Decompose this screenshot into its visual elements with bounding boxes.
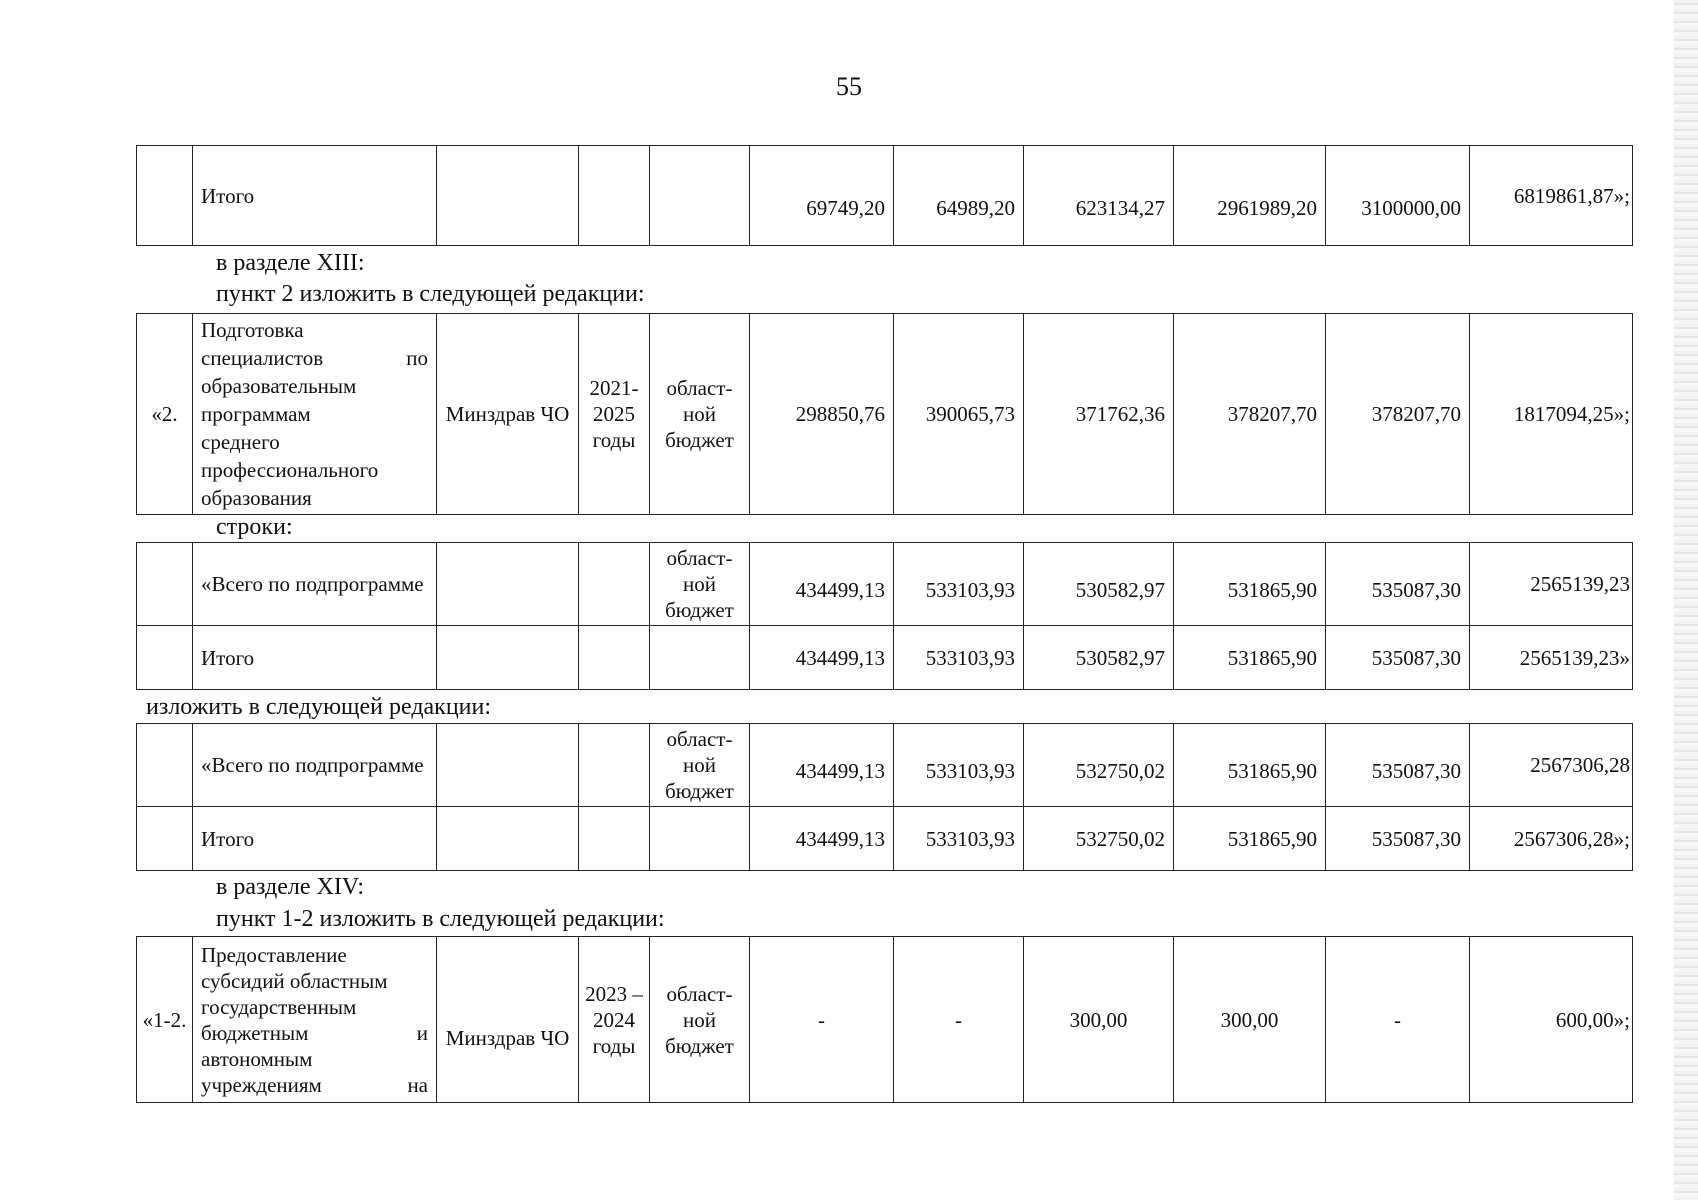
cell-total: 1817094,25»; bbox=[1470, 314, 1633, 515]
cell-executor bbox=[437, 626, 579, 690]
cell-executor bbox=[437, 807, 579, 871]
note-point-2: пункт 2 изложить в следующей редакции: bbox=[216, 281, 645, 307]
cell-value: 530582,97 bbox=[1024, 543, 1174, 626]
table-row bbox=[137, 314, 1633, 515]
cell-value: 533103,93 bbox=[894, 626, 1024, 690]
name-line: автономным bbox=[201, 1046, 313, 1071]
cell-name bbox=[193, 314, 437, 515]
cell-period bbox=[579, 146, 650, 246]
cell-value: 531865,90 bbox=[1174, 724, 1326, 807]
cell-source: област-ной бюджет bbox=[650, 937, 750, 1103]
cell-executor: Минздрав ЧО bbox=[437, 937, 579, 1103]
table-row bbox=[137, 937, 1633, 1103]
cell-total: 600,00»; bbox=[1470, 937, 1633, 1103]
name-line: профессионального bbox=[201, 458, 379, 482]
cell-value: 434499,13 bbox=[750, 724, 894, 807]
table-itogo-top bbox=[136, 145, 1633, 246]
cell-value: 533103,93 bbox=[894, 543, 1024, 626]
cell-number bbox=[137, 626, 193, 690]
table-row bbox=[137, 807, 1633, 871]
name-line: образовательным bbox=[201, 374, 357, 398]
cell-value: 531865,90 bbox=[1174, 807, 1326, 871]
cell-period bbox=[579, 626, 650, 690]
cell-value: 298850,76 bbox=[750, 314, 894, 515]
name-line: программам bbox=[201, 402, 311, 426]
cell-value: 535087,30 bbox=[1326, 543, 1470, 626]
table-point-2 bbox=[136, 313, 1633, 515]
cell-value: 533103,93 bbox=[894, 807, 1024, 871]
cell-total: 2567306,28»; bbox=[1470, 807, 1633, 871]
name-line: учреждениям на bbox=[201, 1072, 428, 1097]
cell-value: 300,00 bbox=[1174, 937, 1326, 1103]
cell-total: 6819861,87»; bbox=[1470, 146, 1633, 246]
cell-label: Итого bbox=[193, 626, 437, 690]
cell-value: 371762,36 bbox=[1024, 314, 1174, 515]
cell-source: област-ной бюджет bbox=[650, 314, 750, 515]
cell-period: 2021-2025 годы bbox=[579, 314, 650, 515]
note-replace: изложить в следующей редакции: bbox=[146, 694, 492, 720]
cell-period: 2023 – 2024 годы bbox=[579, 937, 650, 1103]
name-line: Предоставление bbox=[201, 942, 347, 967]
cell-source bbox=[650, 807, 750, 871]
table-row bbox=[137, 724, 1633, 807]
cell-number bbox=[137, 543, 193, 626]
cell-value: 531865,90 bbox=[1174, 543, 1326, 626]
cell-value: 434499,13 bbox=[750, 807, 894, 871]
name-line: образования bbox=[201, 486, 312, 510]
cell-total: 2567306,28 bbox=[1470, 724, 1633, 807]
cell-number bbox=[137, 146, 193, 246]
cell-source: област-ной бюджет bbox=[650, 543, 750, 626]
cell-value: 535087,30 bbox=[1326, 807, 1470, 871]
cell-executor: Минздрав ЧО bbox=[437, 314, 579, 515]
cell-total: 2565139,23» bbox=[1470, 626, 1633, 690]
cell-label: «Всего по подпрограмме bbox=[193, 724, 437, 807]
cell-value: 64989,20 bbox=[894, 146, 1024, 246]
cell-value: 300,00 bbox=[1024, 937, 1174, 1103]
name-line: бюджетным и bbox=[201, 1020, 428, 1045]
name-line: субсидий областным bbox=[201, 968, 388, 993]
cell-value: - bbox=[750, 937, 894, 1103]
table-row bbox=[137, 626, 1633, 690]
cell-value: 378207,70 bbox=[1174, 314, 1326, 515]
cell-number: «2. bbox=[137, 314, 193, 515]
note-section-13: в разделе XIII: bbox=[216, 250, 365, 276]
cell-number bbox=[137, 724, 193, 807]
cell-source bbox=[650, 626, 750, 690]
cell-value: 535087,30 bbox=[1326, 626, 1470, 690]
cell-number: «1-2. bbox=[137, 937, 193, 1103]
cell-source bbox=[650, 146, 750, 246]
cell-value: 434499,13 bbox=[750, 626, 894, 690]
cell-value: 69749,20 bbox=[750, 146, 894, 246]
table-row bbox=[137, 146, 1633, 246]
cell-executor bbox=[437, 146, 579, 246]
name-line: Подготовка bbox=[201, 318, 304, 342]
note-rows: строки: bbox=[216, 514, 293, 540]
cell-name bbox=[193, 937, 437, 1103]
cell-value: - bbox=[1326, 937, 1470, 1103]
table-rows-old bbox=[136, 542, 1633, 690]
cell-period bbox=[579, 543, 650, 626]
scan-edge-artifact bbox=[1674, 0, 1698, 1200]
cell-value: 3100000,00 bbox=[1326, 146, 1470, 246]
cell-number bbox=[137, 807, 193, 871]
cell-label: Итого bbox=[193, 146, 437, 246]
cell-label: Итого bbox=[193, 807, 437, 871]
name-line: государственным bbox=[201, 994, 357, 1019]
note-section-14: в разделе XIV: bbox=[216, 874, 365, 900]
table-rows-new bbox=[136, 723, 1633, 871]
cell-value: 390065,73 bbox=[894, 314, 1024, 515]
cell-source: област-ной бюджет bbox=[650, 724, 750, 807]
cell-value: 533103,93 bbox=[894, 724, 1024, 807]
cell-executor bbox=[437, 724, 579, 807]
cell-value: - bbox=[894, 937, 1024, 1103]
cell-period bbox=[579, 807, 650, 871]
cell-value: 2961989,20 bbox=[1174, 146, 1326, 246]
page-number: 55 bbox=[836, 72, 862, 101]
name-line: специалистов по bbox=[201, 346, 428, 370]
cell-value: 531865,90 bbox=[1174, 626, 1326, 690]
cell-value: 532750,02 bbox=[1024, 807, 1174, 871]
cell-value: 535087,30 bbox=[1326, 724, 1470, 807]
cell-value: 530582,97 bbox=[1024, 626, 1174, 690]
cell-value: 434499,13 bbox=[750, 543, 894, 626]
note-point-1-2: пункт 1-2 изложить в следующей редакции: bbox=[216, 906, 665, 932]
cell-total: 2565139,23 bbox=[1470, 543, 1633, 626]
name-line: среднего bbox=[201, 430, 280, 454]
table-row bbox=[137, 543, 1633, 626]
cell-value: 532750,02 bbox=[1024, 724, 1174, 807]
cell-value: 623134,27 bbox=[1024, 146, 1174, 246]
cell-value: 378207,70 bbox=[1326, 314, 1470, 515]
cell-label: «Всего по подпрограмме bbox=[193, 543, 437, 626]
table-point-1-2 bbox=[136, 936, 1633, 1103]
cell-period bbox=[579, 724, 650, 807]
cell-executor bbox=[437, 543, 579, 626]
